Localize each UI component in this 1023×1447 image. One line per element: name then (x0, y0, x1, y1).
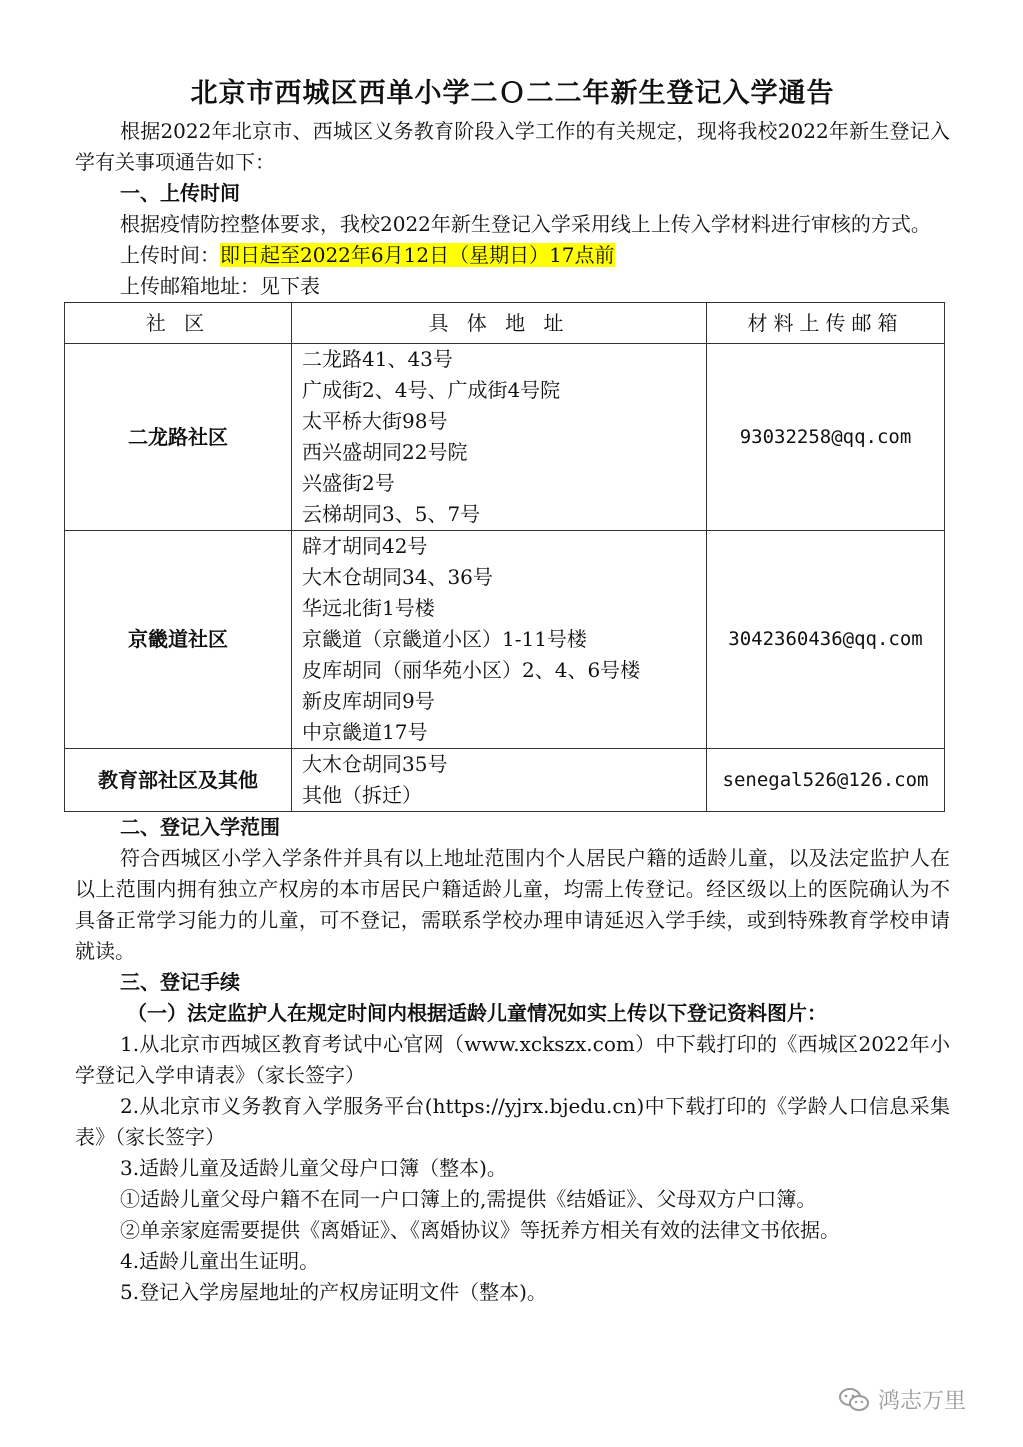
address-line: 大木仓胡同34、36号 (302, 565, 493, 589)
address-line: 京畿道（京畿道小区）1-11号楼 (302, 627, 587, 651)
requirement-item: 2.从北京市义务教育入学服务平台(https://yjrx.bjedu.cn)中下载打印的《学龄人口信息采集表》（家长签字） (75, 1094, 950, 1149)
notice-page (75, 72, 950, 1308)
requirement-item: ②单亲家庭需要提供《离婚证》、《离婚协议》等抚养方相关有效的法律文书依据。 (120, 1218, 840, 1242)
address-line: 华远北街1号楼 (302, 596, 435, 620)
address-line: 辟才胡同42号 (302, 534, 428, 558)
intro-paragraph: 根据2022年北京市、西城区义务教育阶段入学工作的有关规定，现将我校2022年新生登记入学有关事项通告如下： (75, 119, 950, 174)
address-line: 中京畿道17号 (302, 720, 428, 744)
address-line: 兴盛街2号 (302, 471, 395, 495)
address-list (292, 749, 707, 812)
table-row (65, 344, 945, 531)
address-line: 大木仓胡同35号 (302, 752, 448, 776)
address-line: 新皮库胡同9号 (302, 689, 435, 713)
section3-heading: 三、登记手续 (120, 970, 240, 994)
table-header-row (65, 303, 945, 344)
upload-email: 3042360436@qq.com (707, 531, 945, 749)
requirement-item: 5.登记入学房屋地址的产权房证明文件（整本)。 (120, 1280, 547, 1304)
upload-email-line: 上传邮箱地址：见下表 (120, 274, 320, 298)
requirement-item: 3.适龄儿童及适龄儿童父母户口簿（整本)。 (120, 1156, 507, 1180)
address-line: 云梯胡同3、5、7号 (302, 502, 481, 526)
address-line: 其他（拆迁） (302, 783, 422, 807)
address-line: 皮库胡同（丽华苑小区）2、4、6号楼 (302, 658, 641, 682)
header-community: 社 区 (65, 303, 292, 344)
address-line: 西兴盛胡同22号院 (302, 440, 468, 464)
address-line: 太平桥大街98号 (302, 409, 448, 433)
section1-paragraph: 根据疫情防控整体要求，我校2022年新生登记入学采用线上上传入学材料进行审核的方式。 (120, 212, 931, 236)
community-name: 京畿道社区 (65, 531, 292, 749)
address-list (292, 344, 707, 531)
community-name: 教育部社区及其他 (65, 749, 292, 812)
section3-subheading: （一）法定监护人在规定时间内根据适龄儿童情况如实上传以下登记资料图片： (127, 1001, 827, 1025)
watermark-text: 鸿志万里 (878, 1389, 967, 1414)
requirement-item: 1.从北京市西城区教育考试中心官网（www.xckszx.com）中下载打印的《西城区2022年小学登记入学申请表》（家长签字） (75, 1032, 950, 1087)
address-line: 二龙路41、43号 (302, 347, 453, 371)
upload-time-line (75, 240, 950, 271)
table-row (65, 749, 945, 812)
address-list (292, 531, 707, 749)
header-address: 具 体 地 址 (292, 303, 707, 344)
watermark (838, 1384, 966, 1415)
header-email: 材料上传邮箱 (707, 303, 945, 344)
address-line: 广成街2、4号、广成街4号院 (302, 378, 561, 402)
wechat-icon (838, 1387, 870, 1413)
section2-paragraph: 符合西城区小学入学条件并具有以上地址范围内个人居民户籍的适龄儿童，以及法定监护人在以上范围内拥有独立产权房的本市居民户籍适龄儿童，均需上传登记。经区级以上的医院确认为不具备正常学习能力的儿童，可不登记，需联系学校办理申请延迟入学手续，或到特殊教育学校申请就读。 (75, 846, 950, 963)
page-title: 北京市西城区西单小学二Ｏ二二年新生登记入学通告 (190, 78, 835, 109)
community-table (64, 302, 945, 812)
upload-time-label: 上传时间： (120, 243, 220, 267)
requirement-item: ①适龄儿童父母户籍不在同一户口簿上的,需提供《结婚证》、父母双方户口簿。 (120, 1187, 817, 1211)
upload-email: senegal526@126.com (707, 749, 945, 812)
upload-time-value: 即日起至2022年6月12日（星期日）17点前 (220, 243, 615, 267)
section2-heading: 二、登记入学范围 (120, 815, 280, 839)
community-name: 二龙路社区 (65, 344, 292, 531)
requirement-item: 4.适龄儿童出生证明。 (120, 1249, 320, 1273)
table-row (65, 531, 945, 749)
section1-heading: 一、上传时间 (120, 181, 240, 205)
upload-email: 93032258@qq.com (707, 344, 945, 531)
